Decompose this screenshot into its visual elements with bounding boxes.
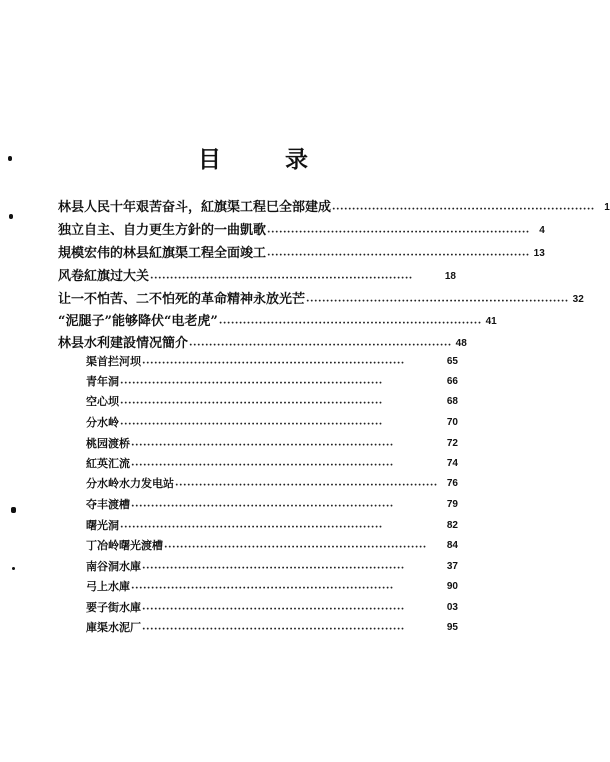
toc-subentry[interactable] [86, 575, 458, 597]
toc-subentry-page: 79 [446, 499, 458, 510]
dot-leader: ·································································· [142, 358, 405, 369]
toc-subentry[interactable] [86, 390, 458, 412]
toc-subentry-page: 84 [446, 540, 458, 551]
toc-subentry[interactable] [86, 452, 458, 474]
toc-entry-label: 独立自主、自力更生方針的一曲凱歌 [58, 223, 267, 238]
dot-leader: ·································································· [189, 340, 452, 351]
toc-subentry-page: 76 [446, 478, 458, 489]
toc-entry-page: 41 [485, 316, 497, 327]
toc-entry[interactable] [58, 310, 497, 332]
toc-subentry[interactable] [86, 596, 458, 618]
dot-leader: ·································································· [131, 583, 394, 594]
toc-subentry-label: 分水岭水力发电站 [86, 477, 174, 490]
toc-subentry-label: 紅英汇流 [86, 457, 130, 470]
dot-leader: ·································································· [218, 318, 482, 329]
toc-subentry-label: 分水岭 [86, 416, 119, 429]
toc-subentry[interactable] [86, 493, 458, 515]
dot-leader: ·································································· [120, 378, 383, 389]
toc-entry-label: 风卷紅旗过大关 [58, 269, 150, 284]
toc-subentry-label: 桃园渡桥 [86, 437, 130, 450]
dot-leader: ·································································· [142, 563, 405, 574]
toc-subentry-label: 庫渠水泥厂 [86, 621, 141, 634]
toc-subentry-label: 南谷洞水庫 [86, 560, 141, 573]
toc-subentry-label: 曙光洞 [86, 519, 119, 532]
toc-subentry-page: 90 [446, 581, 458, 592]
scan-speck [9, 214, 13, 219]
toc-entry[interactable] [58, 288, 584, 310]
dot-leader: ·································································· [142, 604, 405, 615]
toc-subentry-page: 68 [446, 396, 458, 407]
toc-subentry-page: 95 [446, 622, 458, 633]
toc-subentry-page: 65 [446, 356, 458, 367]
dot-leader: ·································································· [131, 460, 394, 471]
toc-subentry-page: 66 [446, 376, 458, 387]
toc-subentry-label: 空心坝 [86, 395, 119, 408]
dot-leader: ·································································· [164, 542, 427, 553]
toc-entry-page: 13 [533, 248, 545, 259]
toc-entry-page: 1 [604, 202, 610, 213]
scan-speck [8, 156, 12, 161]
toc-subentry-page: 70 [446, 417, 458, 428]
toc-entry[interactable] [58, 242, 545, 264]
toc-subentry[interactable] [86, 555, 458, 577]
toc-subentry-page: 74 [446, 458, 458, 469]
toc-entry[interactable] [58, 265, 456, 287]
toc-entry-page: 18 [444, 271, 456, 282]
toc-entry[interactable] [58, 196, 610, 218]
toc-subentry-label: 青年洞 [86, 375, 119, 388]
scan-speck [11, 507, 16, 513]
dot-leader: ·································································· [150, 273, 413, 284]
toc-subentry-page: 03 [446, 602, 458, 613]
toc-subentry[interactable] [86, 370, 458, 392]
toc-entry-page: 32 [572, 294, 584, 305]
toc-subentry[interactable] [86, 350, 458, 372]
toc-subentry-page: 37 [446, 561, 458, 572]
dot-leader: ·································································· [131, 440, 394, 451]
toc-subentry-page: 82 [446, 520, 458, 531]
dot-leader: ·································································· [120, 522, 383, 533]
toc-entry-label: 林县水利建設情况簡介 [58, 336, 189, 351]
toc-subentry-label: 弓上水庫 [86, 580, 130, 593]
dot-leader: ·································································· [306, 296, 569, 307]
dot-leader: ·································································· [120, 398, 383, 409]
toc-entry-label: “泥腿子”能够降伏“电老虎” [58, 314, 218, 329]
dot-leader: ·································································· [175, 480, 438, 491]
toc-subentry-page: 72 [446, 438, 458, 449]
toc-subentry-label: 渠首拦河坝 [86, 355, 141, 368]
toc-entry-page: 48 [455, 338, 467, 349]
toc-subentry-label: 丁冶岭曙光渡槽 [86, 539, 163, 552]
toc-subentry-label: 夺丰渡槽 [86, 498, 130, 511]
dot-leader: ·································································· [120, 419, 383, 430]
scan-speck [12, 567, 15, 570]
dot-leader: ·································································· [267, 250, 530, 261]
toc-entry-label: 規模宏伟的林县紅旗渠工程全面竣工 [58, 246, 267, 261]
toc-subentry[interactable] [86, 472, 458, 494]
page-title: 目 录 [197, 147, 336, 173]
toc-subentry[interactable] [86, 432, 458, 454]
dot-leader: ·································································· [267, 227, 530, 238]
toc-entry-label: 让一不怕苦、二不怕死的革命精神永放光芒 [58, 292, 306, 307]
toc-entry-label: 林县人民十年艰苦奋斗，紅旗渠工程巳全部建成 [58, 200, 332, 215]
toc-subentry[interactable] [86, 534, 458, 556]
dot-leader: ·································································· [131, 501, 394, 512]
toc-subentry[interactable] [86, 514, 458, 536]
dot-leader: ·································································· [332, 204, 595, 215]
toc-subentry[interactable] [86, 616, 458, 638]
toc-entry-page: 4 [539, 225, 545, 236]
toc-subentry-label: 要子街水庫 [86, 601, 141, 614]
dot-leader: ·································································· [142, 624, 405, 635]
toc-entry[interactable] [58, 219, 545, 241]
toc-subentry[interactable] [86, 411, 458, 433]
